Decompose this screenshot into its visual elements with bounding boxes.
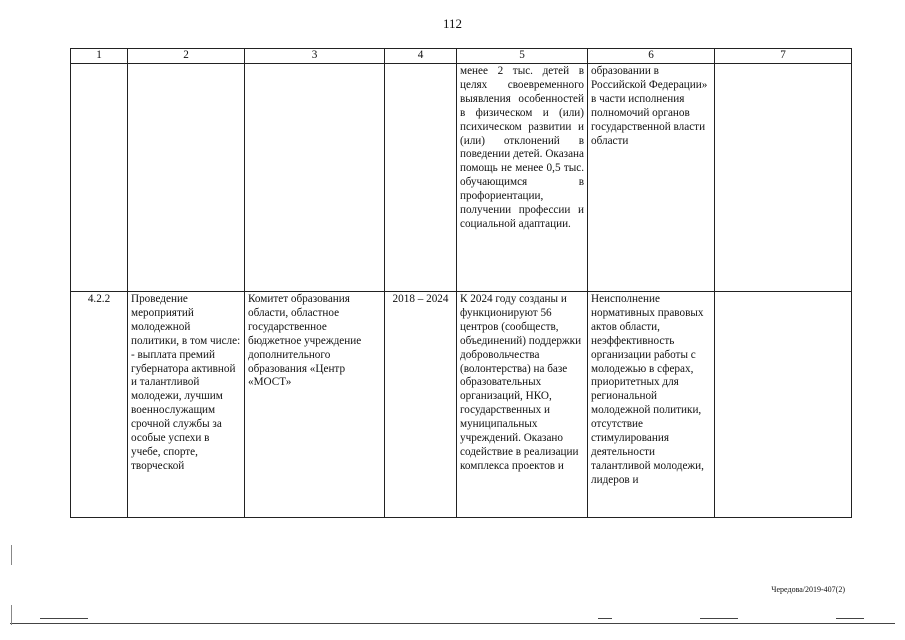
row2-col6-consequences: Неисполнение нормативных правовых актов области, неэффективность организации работы с молодежью в сферах, приоритетных для региональной молодежной политики, отсутствие стимулирования деятельности талантливой молодежи, лидеров и <box>588 292 715 518</box>
row2-col1-number: 4.2.2 <box>71 292 128 518</box>
left-margin-mark-2 <box>11 605 12 625</box>
page-number: 112 <box>442 16 463 31</box>
bottom-rule-short-right <box>836 618 864 619</box>
header-col-3: 3 <box>245 49 385 64</box>
left-margin-mark <box>11 545 12 565</box>
header-col-1: 1 <box>71 49 128 64</box>
header-col-4: 4 <box>385 49 457 64</box>
row1-col2 <box>128 64 245 292</box>
table-header-row <box>71 49 852 64</box>
footer-document-code: Чередова/2019-407(2) <box>771 585 845 594</box>
bottom-rule-short-mid <box>598 618 612 619</box>
row2-col3-executor: Комитет образования области, областное государственное бюджетное учреждение дополнительного образования «Центр «МОСТ» <box>245 292 385 518</box>
row2-col2-activity: Проведение мероприятий молодежной политики, в том числе: - выплата премий губернатора активной и талантливой молодежи, лучшим военнослужащим срочной службы за особые успехи в учебе, спорте, творческой <box>128 292 245 518</box>
row1-col7 <box>715 64 852 292</box>
row2-col5-results: К 2024 году созданы и функционируют 56 центров (сообществ, объединений) поддержки добровольчества (волонтерства) на базе образовательных организаций, НКО, государственных и муниципальных учреждений. Оказано содействие в реализации комплекса проектов и <box>457 292 588 518</box>
row2-col4-period: 2018 – 2024 <box>385 292 457 518</box>
bottom-rule-short-mid2 <box>700 618 738 619</box>
row1-col4 <box>385 64 457 292</box>
header-col-7: 7 <box>715 49 852 64</box>
row1-col3 <box>245 64 385 292</box>
row1-col6-consequences: образовании в Российской Федерации» в части исполнения полномочий органов государственной власти области <box>588 64 715 292</box>
header-col-6: 6 <box>588 49 715 64</box>
bottom-rule-short-left <box>40 618 88 619</box>
row1-col1 <box>71 64 128 292</box>
header-col-5: 5 <box>457 49 588 64</box>
row2-col7 <box>715 292 852 518</box>
document-table <box>70 48 852 518</box>
table-row-continuation <box>71 64 852 292</box>
row1-col5-results: менее 2 тыс. детей в целях своевременного выявления особенностей в физическом и (или) психическом развитии и (или) отклонений в поведении детей. Оказана помощь не менее 0,5 тыс. обучающимся в профориентации, получении профессии и социальной адаптации. <box>457 64 588 292</box>
bottom-rule <box>10 623 895 624</box>
header-col-2: 2 <box>128 49 245 64</box>
table-row-4-2-2 <box>71 292 852 518</box>
